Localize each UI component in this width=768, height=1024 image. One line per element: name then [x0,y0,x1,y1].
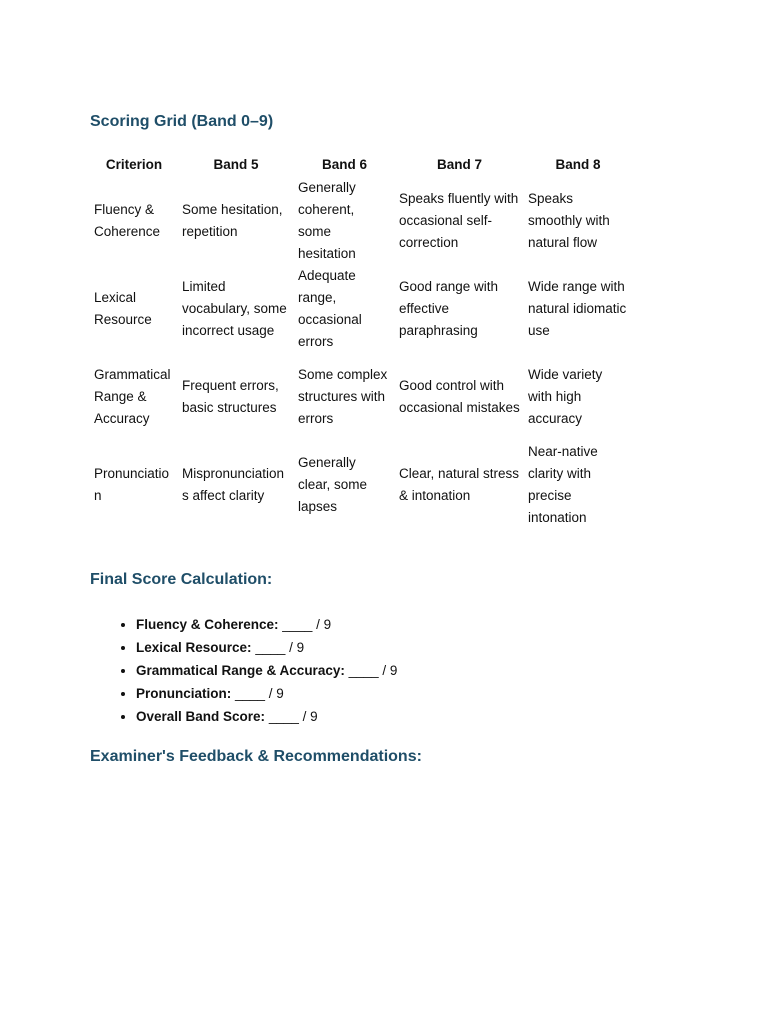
table-cell: Speaks smoothly with natural flow [528,191,610,250]
table-cell: Generally clear, some lapses [298,455,368,514]
table-row [90,353,632,441]
table-row [90,265,632,353]
column-header: Band 8 [555,157,601,172]
score-blank: ____ / 9 [344,663,398,678]
criterion-cell: Lexical Resource [94,290,152,327]
table-cell: Good range with effective paraphrasing [399,279,499,338]
criterion-cell: Grammatical Range & Accuracy [94,367,171,426]
scoring-grid-table [90,153,632,529]
table-cell: Frequent errors, basic structures [182,378,279,415]
table-cell: Mispronunciations affect clarity [182,466,285,503]
scoring-grid-heading: Scoring Grid (Band 0–9) [90,113,274,130]
table-cell: Some hesitation, repetition [182,202,283,239]
list-item [136,682,397,705]
table-cell: Wide range with natural idiomatic use [528,279,627,338]
table-cell: Some complex structures with errors [298,367,388,426]
score-blank: ____ / 9 [251,640,305,655]
table-row [90,441,632,529]
feedback-heading: Examiner's Feedback & Recommendations: [90,748,422,765]
score-blank: ____ / 9 [231,686,284,701]
table-cell: Clear, natural stress & intonation [399,466,520,503]
list-item [136,613,397,636]
column-header: Criterion [105,157,163,172]
score-label: Overall Band Score: [136,709,266,724]
score-blank: ____ / 9 [278,617,332,632]
column-header: Band 5 [213,157,259,172]
table-cell: Adequate range, occasional errors [298,268,362,349]
column-header: Band 6 [321,157,367,172]
table-cell: Speaks fluently with occasional self-correction [399,191,519,250]
column-header: Band 7 [436,157,482,172]
final-score-heading: Final Score Calculation: [90,571,273,588]
table-row [90,177,632,265]
list-item [136,705,397,728]
criterion-cell: Pronunciation [94,466,170,503]
table-header-row [90,153,632,177]
score-label: Fluency & Coherence: [136,617,279,632]
table-cell: Limited vocabulary, some incorrect usage [182,279,287,338]
table-cell: Good control with occasional mistakes [399,378,520,415]
table-cell: Generally coherent, some hesitation [298,180,356,261]
list-item [136,659,397,682]
score-blank: ____ / 9 [265,709,318,724]
list-item [136,636,397,659]
table-cell: Near-native clarity with precise intonation [528,444,598,525]
criterion-cell: Fluency & Coherence [94,202,161,239]
score-label: Grammatical Range & Accuracy: [136,663,345,678]
score-label: Pronunciation: [136,686,232,701]
score-label: Lexical Resource: [136,640,252,655]
table-cell: Wide variety with high accuracy [528,367,603,426]
final-score-list [92,613,397,728]
